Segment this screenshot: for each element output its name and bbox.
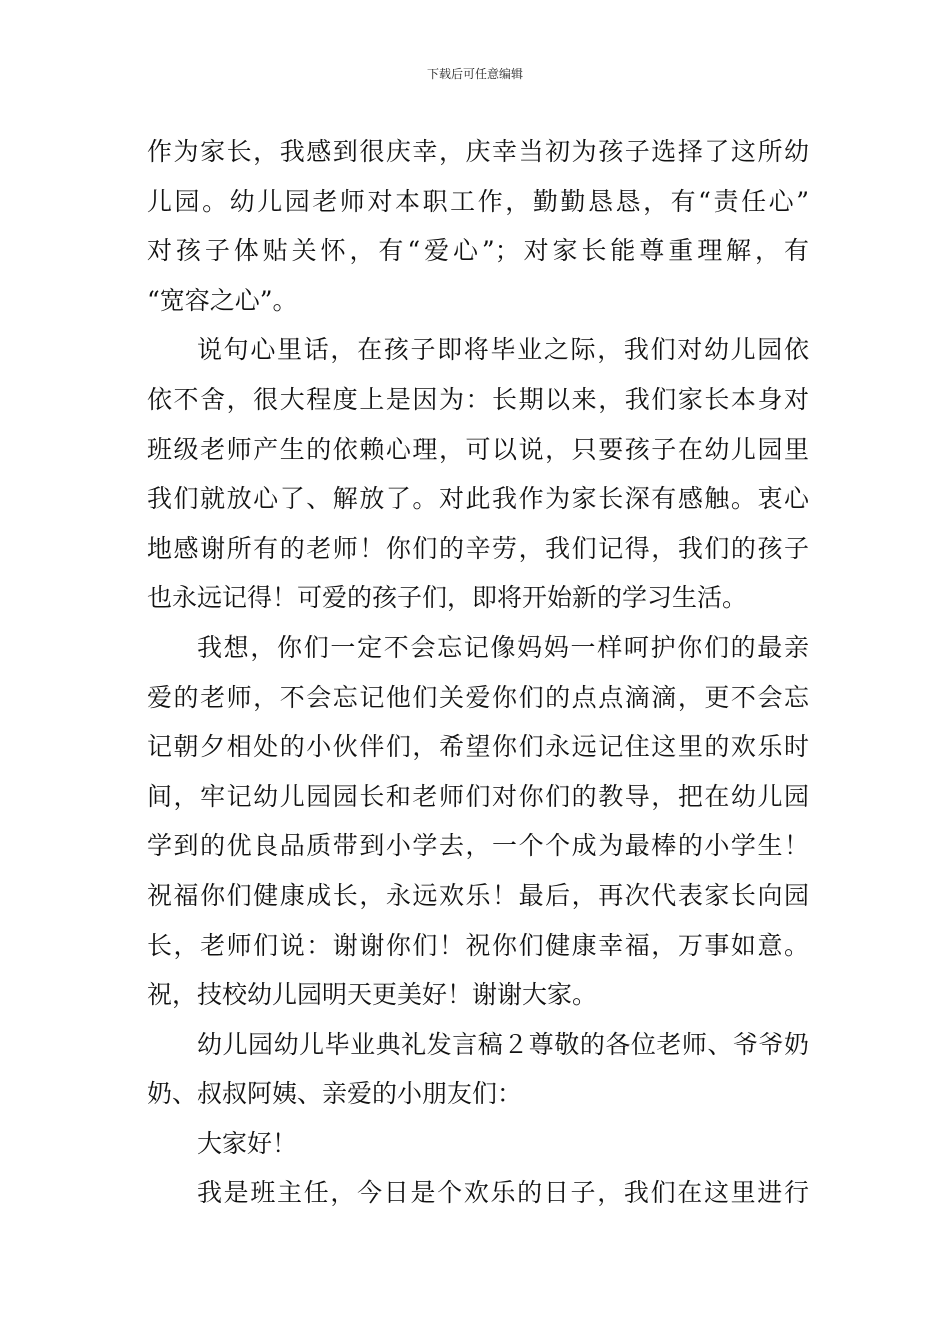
paragraph-6	[147, 1168, 809, 1218]
document-body	[147, 127, 809, 1218]
text-line: 我们就放心了、解放了。对此我作为家长深有感触。衷心	[147, 484, 809, 514]
text-line: 记朝夕相处的小伙伴们，希望你们永远记住这里的欢乐时	[147, 732, 809, 762]
text-line: 学到的优良品质带到小学去，一个个成为最棒的小学生！	[147, 831, 809, 861]
text-line: 大家好！	[197, 1128, 298, 1158]
text-line: 我是班主任，今日是个欢乐的日子，我们在这里进行	[197, 1178, 809, 1208]
text-line: 奶、叔叔阿姨、亲爱的小朋友们：	[147, 1079, 523, 1109]
paragraph-1	[147, 127, 809, 325]
paragraph-2	[147, 325, 809, 623]
text-line: 祝福你们健康成长，永远欢乐！最后，再次代表家长向园	[147, 880, 809, 910]
text-line: 班级老师产生的依赖心理，可以说，只要孩子在幼儿园里	[147, 434, 809, 464]
text-line: 对孩子体贴关怀，有“爱心”；对家长能尊重理解，有	[147, 236, 809, 266]
text-line: 幼儿园幼儿毕业典礼发言稿２尊敬的各位老师、爷爷奶	[197, 1029, 809, 1059]
text-line: 说句心里话，在孩子即将毕业之际，我们对幼儿园依	[197, 335, 809, 365]
text-line: 我想，你们一定不会忘记像妈妈一样呵护你们的最亲	[197, 632, 809, 662]
text-line: 间，牢记幼儿园园长和老师们对你们的教导，把在幼儿园	[147, 781, 809, 811]
page-header: 下载后可任意编辑	[426, 67, 523, 81]
text-line: 长，老师们说：谢谢你们！祝你们健康幸福，万事如意。	[147, 930, 809, 960]
text-line: 爱的老师，不会忘记他们关爱你们的点点滴滴，更不会忘	[147, 682, 809, 712]
text-line: 地感谢所有的老师！你们的辛劳，我们记得，我们的孩子	[147, 533, 809, 563]
text-line: 祝，技校幼儿园明天更美好！谢谢大家。	[147, 980, 598, 1010]
paragraph-3	[147, 623, 809, 1020]
text-line: 儿园。幼儿园老师对本职工作，勤勤恳恳，有“责任心”	[147, 186, 809, 216]
text-line: 也永远记得！可爱的孩子们，即将开始新的学习生活。	[147, 583, 748, 613]
text-line: “宽容之心”。	[147, 285, 298, 315]
paragraph-5	[147, 1119, 809, 1169]
paragraph-4	[147, 1020, 809, 1119]
text-line: 作为家长，我感到很庆幸，庆幸当初为孩子选择了这所幼	[147, 137, 809, 166]
text-line: 依不舍，很大程度上是因为：长期以来，我们家长本身对	[147, 384, 809, 414]
